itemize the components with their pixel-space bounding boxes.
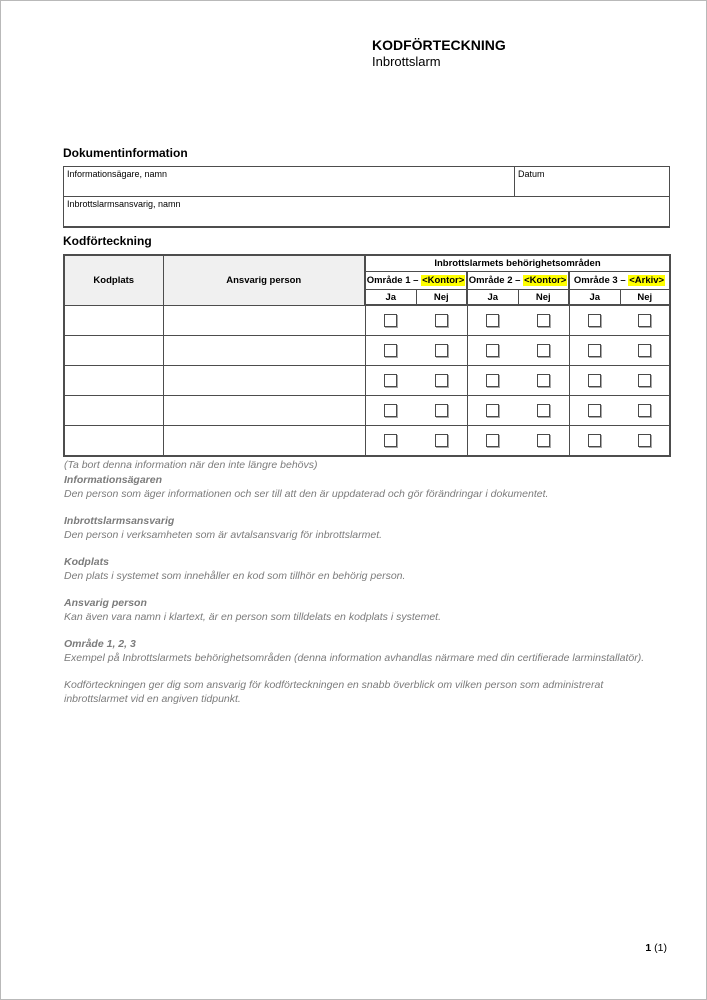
code-list-heading: Kodförteckning xyxy=(63,234,152,248)
cell-area3-nej[interactable] xyxy=(620,305,670,336)
area-3-label: Område 3 – xyxy=(573,275,626,286)
notes-section xyxy=(64,458,664,707)
note-item xyxy=(64,637,664,666)
cell-area1-ja[interactable] xyxy=(365,366,416,396)
table-row xyxy=(64,396,670,426)
ansvarig-cell[interactable] xyxy=(163,426,365,457)
cell-area2-ja[interactable] xyxy=(467,305,518,336)
page-number-current: 1 xyxy=(645,942,652,954)
checkbox-area2-nej[interactable] xyxy=(537,374,550,387)
cell-area3-nej[interactable] xyxy=(620,366,670,396)
note-term: Kodplats xyxy=(64,555,109,568)
area-1-header xyxy=(365,272,467,290)
cell-area3-ja[interactable] xyxy=(569,366,620,396)
cell-area2-ja[interactable] xyxy=(467,396,518,426)
page-number xyxy=(645,942,667,954)
note-term: Område 1, 2, 3 xyxy=(64,637,136,650)
area-3-header xyxy=(569,272,670,290)
date-label: Datum xyxy=(518,169,545,179)
area-2-highlight: <Kontor> xyxy=(524,275,567,286)
checkbox-area2-ja[interactable] xyxy=(486,404,499,417)
checkbox-area3-ja[interactable] xyxy=(588,404,601,417)
checkbox-area1-nej[interactable] xyxy=(435,434,448,447)
note-desc: Kan även vara namn i klartext, är en person som tilldelats en kodplats i systemet. xyxy=(64,611,442,623)
note-item xyxy=(64,514,664,543)
checkbox-area2-ja[interactable] xyxy=(486,374,499,387)
document-info-table xyxy=(63,166,670,228)
cell-area1-ja[interactable] xyxy=(365,396,416,426)
checkbox-area3-ja[interactable] xyxy=(588,344,601,357)
checkbox-area2-ja[interactable] xyxy=(486,434,499,447)
kodplats-cell[interactable] xyxy=(64,366,163,396)
owner-name-field[interactable] xyxy=(64,167,515,197)
cell-area2-ja[interactable] xyxy=(467,336,518,366)
title-block xyxy=(372,37,506,70)
note-desc: Den person i verksamheten som är avtalsansvarig för inbrottslarmet. xyxy=(64,529,383,541)
checkbox-area3-nej[interactable] xyxy=(638,314,651,327)
cell-area3-nej[interactable] xyxy=(620,336,670,366)
checkbox-area1-nej[interactable] xyxy=(435,344,448,357)
area-3-highlight: <Arkiv> xyxy=(629,275,665,286)
cell-area1-nej[interactable] xyxy=(416,366,467,396)
column-header-kodplats: Kodplats xyxy=(64,255,163,305)
cell-area1-nej[interactable] xyxy=(416,426,467,457)
area-2-no-header: Nej xyxy=(518,290,569,306)
alarm-responsible-field[interactable] xyxy=(64,197,670,228)
cell-area3-nej[interactable] xyxy=(620,396,670,426)
note-desc: Den person som äger informationen och ser till att den är uppdaterad och gör förändringar i dokumentet. xyxy=(64,488,549,500)
checkbox-area1-ja[interactable] xyxy=(384,374,397,387)
cell-area3-ja[interactable] xyxy=(569,396,620,426)
area-3-no-header: Nej xyxy=(620,290,670,306)
checkbox-area3-nej[interactable] xyxy=(638,434,651,447)
note-desc: Den plats i systemet som innehåller en kod som tillhör en behörig person. xyxy=(64,570,406,582)
cell-area2-nej[interactable] xyxy=(518,426,569,457)
owner-name-label: Informationsägare, namn xyxy=(67,169,168,179)
checkbox-area2-ja[interactable] xyxy=(486,314,499,327)
code-list-section xyxy=(63,235,669,457)
ansvarig-cell[interactable] xyxy=(163,366,365,396)
table-row xyxy=(64,366,670,396)
note-item xyxy=(64,596,664,625)
checkbox-area3-nej[interactable] xyxy=(638,404,651,417)
cell-area2-nej[interactable] xyxy=(518,305,569,336)
area-2-label: Område 2 – xyxy=(468,275,521,286)
checkbox-area1-ja[interactable] xyxy=(384,344,397,357)
ansvarig-cell[interactable] xyxy=(163,305,365,336)
kodplats-cell[interactable] xyxy=(64,396,163,426)
checkbox-area1-ja[interactable] xyxy=(384,314,397,327)
page-number-total: (1) xyxy=(651,942,667,954)
checkbox-area2-ja[interactable] xyxy=(486,344,499,357)
page-title: KODFÖRTECKNING xyxy=(372,37,506,53)
checkbox-area2-nej[interactable] xyxy=(537,434,550,447)
area-1-label: Område 1 – xyxy=(366,275,419,286)
cell-area1-nej[interactable] xyxy=(416,305,467,336)
cell-area3-ja[interactable] xyxy=(569,305,620,336)
checkbox-area1-nej[interactable] xyxy=(435,314,448,327)
document-info-heading: Dokumentinformation xyxy=(63,146,188,160)
cell-area2-ja[interactable] xyxy=(467,366,518,396)
note-item xyxy=(64,473,664,502)
notes-closing: Kodförteckningen ger dig som ansvarig för kodförteckningen en snabb överblick om vilken person som administrerat inbrottslarmet vid en angiven tidpunkt. xyxy=(64,678,604,705)
area-2-yes-header: Ja xyxy=(467,290,518,306)
area-3-yes-header: Ja xyxy=(569,290,620,306)
notes-intro: (Ta bort denna information när den inte längre behövs) xyxy=(64,459,318,471)
checkbox-area1-nej[interactable] xyxy=(435,404,448,417)
area-2-header xyxy=(467,272,569,290)
checkbox-area2-nej[interactable] xyxy=(537,314,550,327)
kodplats-cell[interactable] xyxy=(64,305,163,336)
cell-area3-ja[interactable] xyxy=(569,336,620,366)
checkbox-area2-nej[interactable] xyxy=(537,404,550,417)
code-list-table xyxy=(63,254,671,457)
kodplats-cell[interactable] xyxy=(64,426,163,457)
kodplats-cell[interactable] xyxy=(64,336,163,366)
note-desc: Exempel på Inbrottslarmets behörighetsområden (denna information avhandlas närmare med din certifierade larminstallatör). xyxy=(64,652,645,664)
checkbox-area3-ja[interactable] xyxy=(588,434,601,447)
area-1-highlight: <Kontor> xyxy=(422,275,465,286)
cell-area2-nej[interactable] xyxy=(518,336,569,366)
table-row xyxy=(64,336,670,366)
note-item xyxy=(64,555,664,584)
cell-area2-nej[interactable] xyxy=(518,396,569,426)
column-header-ansvarig: Ansvarig person xyxy=(163,255,365,305)
cell-area2-nej[interactable] xyxy=(518,366,569,396)
note-term: Inbrottslarmsansvarig xyxy=(64,514,175,527)
table-row xyxy=(64,305,670,336)
note-term: Ansvarig person xyxy=(64,596,147,609)
note-term: Informationsägaren xyxy=(64,473,163,486)
cell-area1-ja[interactable] xyxy=(365,426,416,457)
cell-area3-ja[interactable] xyxy=(569,426,620,457)
cell-area2-ja[interactable] xyxy=(467,426,518,457)
cell-area1-nej[interactable] xyxy=(416,336,467,366)
table-row xyxy=(64,426,670,457)
checkbox-area3-ja[interactable] xyxy=(588,314,601,327)
checkbox-area2-nej[interactable] xyxy=(537,344,550,357)
area-1-yes-header: Ja xyxy=(365,290,416,306)
checkbox-area3-nej[interactable] xyxy=(638,374,651,387)
checkbox-area1-nej[interactable] xyxy=(435,374,448,387)
group-header: Inbrottslarmets behörighetsområden xyxy=(365,255,670,272)
cell-area3-nej[interactable] xyxy=(620,426,670,457)
checkbox-area1-ja[interactable] xyxy=(384,404,397,417)
cell-area1-nej[interactable] xyxy=(416,396,467,426)
area-1-no-header: Nej xyxy=(416,290,467,306)
page-subtitle: Inbrottslarm xyxy=(372,54,441,69)
ansvarig-cell[interactable] xyxy=(163,336,365,366)
cell-area1-ja[interactable] xyxy=(365,305,416,336)
alarm-responsible-label: Inbrottslarmsansvarig, namn xyxy=(67,199,181,209)
cell-area1-ja[interactable] xyxy=(365,336,416,366)
date-field[interactable] xyxy=(515,167,670,197)
document-info-section xyxy=(63,147,669,228)
checkbox-area1-ja[interactable] xyxy=(384,434,397,447)
checkbox-area3-ja[interactable] xyxy=(588,374,601,387)
ansvarig-cell[interactable] xyxy=(163,396,365,426)
checkbox-area3-nej[interactable] xyxy=(638,344,651,357)
